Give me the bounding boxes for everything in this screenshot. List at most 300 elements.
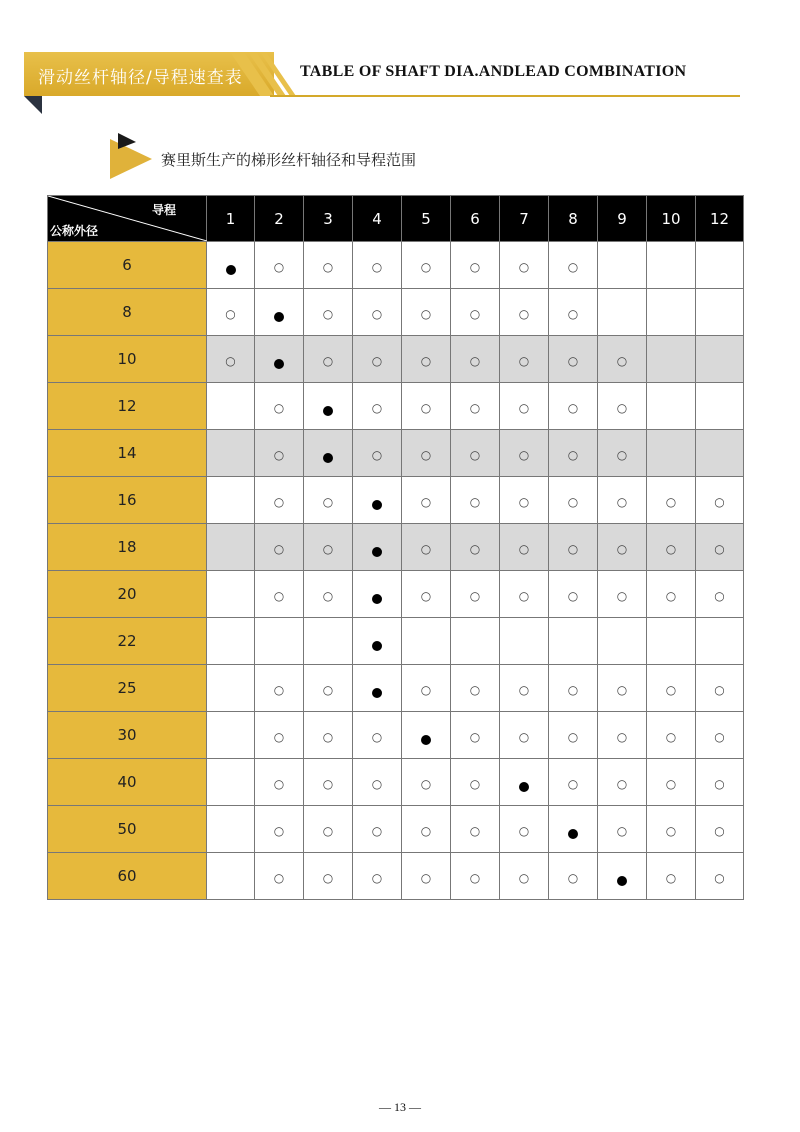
available-mark: ○ [567, 776, 579, 791]
available-mark: ○ [616, 541, 628, 556]
available-mark: ○ [518, 870, 530, 885]
combination-cell [353, 853, 402, 900]
combination-cell [304, 806, 353, 853]
lead-header-3: 3 [304, 196, 353, 242]
lead-header-12: 12 [696, 196, 744, 242]
diameter-cell: 18 [48, 524, 207, 571]
combination-cell [304, 477, 353, 524]
standard-mark [372, 688, 382, 698]
lead-header-1: 1 [207, 196, 255, 242]
table-row [48, 242, 744, 289]
combination-cell [353, 430, 402, 477]
available-mark: ○ [420, 870, 432, 885]
available-mark: ○ [371, 259, 383, 274]
combination-cell [451, 336, 500, 383]
combination-cell [451, 524, 500, 571]
combination-cell [696, 524, 744, 571]
combination-cell [549, 477, 598, 524]
combination-cell [207, 383, 255, 430]
combination-cell [598, 477, 647, 524]
combination-cell [304, 712, 353, 759]
combination-cell [402, 853, 451, 900]
combination-cell [207, 336, 255, 383]
combination-cell [451, 477, 500, 524]
available-mark: ○ [567, 400, 579, 415]
available-mark: ○ [518, 353, 530, 368]
available-mark: ○ [273, 729, 285, 744]
combination-cell [353, 242, 402, 289]
combination-cell [402, 712, 451, 759]
available-mark: ○ [322, 870, 334, 885]
diameter-cell: 10 [48, 336, 207, 383]
combination-cell [549, 430, 598, 477]
combination-cell [549, 806, 598, 853]
combination-cell [647, 242, 696, 289]
table-row [48, 383, 744, 430]
combination-cell [402, 759, 451, 806]
available-mark: ○ [273, 776, 285, 791]
available-mark: ○ [420, 682, 432, 697]
combination-cell [402, 618, 451, 665]
combination-cell [500, 665, 549, 712]
available-mark: ○ [665, 776, 677, 791]
combination-cell [402, 806, 451, 853]
combination-cell [304, 759, 353, 806]
combination-cell [207, 430, 255, 477]
combination-cell [696, 665, 744, 712]
lead-header-5: 5 [402, 196, 451, 242]
combination-cell [451, 759, 500, 806]
available-mark: ○ [371, 823, 383, 838]
standard-mark [421, 735, 431, 745]
table-row [48, 336, 744, 383]
lead-header-7: 7 [500, 196, 549, 242]
combination-cell [207, 806, 255, 853]
combination-cell [451, 571, 500, 618]
combination-cell [255, 665, 304, 712]
combination-cell [500, 289, 549, 336]
combination-cell [647, 289, 696, 336]
combination-cell [255, 712, 304, 759]
combination-cell [451, 383, 500, 430]
combination-cell [549, 759, 598, 806]
combination-cell [207, 289, 255, 336]
available-mark: ○ [616, 729, 628, 744]
available-mark: ○ [665, 588, 677, 603]
available-mark: ○ [420, 588, 432, 603]
available-mark: ○ [273, 541, 285, 556]
diameter-cell: 6 [48, 242, 207, 289]
available-mark: ○ [371, 306, 383, 321]
combination-cell [500, 242, 549, 289]
table-corner-cell [48, 196, 207, 242]
diameter-cell: 40 [48, 759, 207, 806]
available-mark: ○ [518, 400, 530, 415]
available-mark: ○ [518, 682, 530, 697]
combination-cell [647, 853, 696, 900]
available-mark: ○ [322, 588, 334, 603]
table-row [48, 665, 744, 712]
table-body [48, 242, 744, 900]
standard-mark [372, 547, 382, 557]
available-mark: ○ [567, 588, 579, 603]
standard-mark [274, 359, 284, 369]
available-mark: ○ [420, 823, 432, 838]
available-mark: ○ [665, 729, 677, 744]
combination-cell [402, 571, 451, 618]
available-mark: ○ [469, 400, 481, 415]
section-arrow-icon [108, 133, 154, 183]
combination-cell [402, 289, 451, 336]
combination-cell [500, 853, 549, 900]
table-row [48, 853, 744, 900]
combination-cell [207, 242, 255, 289]
combination-cell [647, 759, 696, 806]
combination-cell [353, 806, 402, 853]
diameter-cell: 8 [48, 289, 207, 336]
combination-cell [696, 336, 744, 383]
combination-cell [402, 383, 451, 430]
available-mark: ○ [469, 353, 481, 368]
available-mark: ○ [665, 541, 677, 556]
combination-cell [549, 336, 598, 383]
combination-cell [207, 759, 255, 806]
lead-header-9: 9 [598, 196, 647, 242]
available-mark: ○ [420, 400, 432, 415]
table-row [48, 477, 744, 524]
available-mark: ○ [273, 494, 285, 509]
standard-mark [323, 406, 333, 416]
available-mark: ○ [714, 541, 725, 556]
available-mark: ○ [322, 729, 334, 744]
combination-cell [451, 712, 500, 759]
available-mark: ○ [420, 776, 432, 791]
combination-cell [549, 383, 598, 430]
combination-cell [451, 289, 500, 336]
combination-cell [696, 759, 744, 806]
combination-cell [353, 336, 402, 383]
available-mark: ○ [665, 870, 677, 885]
available-mark: ○ [616, 447, 628, 462]
combination-cell [255, 289, 304, 336]
combination-cell [647, 336, 696, 383]
combination-cell [696, 712, 744, 759]
combination-cell [255, 806, 304, 853]
combination-cell [451, 242, 500, 289]
available-mark: ○ [322, 353, 334, 368]
combination-cell [255, 336, 304, 383]
combination-cell [598, 289, 647, 336]
combination-cell [598, 665, 647, 712]
available-mark: ○ [665, 823, 677, 838]
available-mark: ○ [567, 447, 579, 462]
available-mark: ○ [714, 823, 725, 838]
available-mark: ○ [371, 400, 383, 415]
combination-cell [647, 618, 696, 665]
available-mark: ○ [714, 494, 725, 509]
available-mark: ○ [273, 588, 285, 603]
combination-cell [451, 806, 500, 853]
available-mark: ○ [616, 494, 628, 509]
combination-cell [647, 571, 696, 618]
combination-cell [353, 759, 402, 806]
available-mark: ○ [567, 306, 579, 321]
combination-cell [549, 242, 598, 289]
section-title: 赛里斯生产的梯形丝杆轴径和导程范围 [161, 151, 417, 169]
available-mark: ○ [225, 353, 236, 368]
combination-cell [696, 853, 744, 900]
page-number: — 13 — [379, 1100, 421, 1114]
combination-cell [598, 853, 647, 900]
available-mark: ○ [420, 259, 432, 274]
combination-cell [549, 712, 598, 759]
available-mark: ○ [420, 306, 432, 321]
combination-cell [696, 618, 744, 665]
table-header-row [48, 196, 744, 242]
standard-mark [372, 594, 382, 604]
combination-cell [402, 665, 451, 712]
available-mark: ○ [420, 353, 432, 368]
available-mark: ○ [420, 494, 432, 509]
available-mark: ○ [714, 682, 725, 697]
combination-cell [696, 571, 744, 618]
combination-cell [647, 430, 696, 477]
available-mark: ○ [273, 870, 285, 885]
available-mark: ○ [616, 823, 628, 838]
lead-header-8: 8 [549, 196, 598, 242]
available-mark: ○ [469, 729, 481, 744]
table-row [48, 430, 744, 477]
combination-cell [696, 289, 744, 336]
combination-cell [255, 242, 304, 289]
combination-cell [500, 336, 549, 383]
available-mark: ○ [371, 870, 383, 885]
available-mark: ○ [420, 541, 432, 556]
combination-cell [304, 336, 353, 383]
available-mark: ○ [616, 588, 628, 603]
combination-cell [549, 665, 598, 712]
combination-cell [696, 806, 744, 853]
combination-cell [500, 383, 549, 430]
combination-cell [500, 759, 549, 806]
combination-cell [598, 806, 647, 853]
combination-cell [353, 712, 402, 759]
shaft-lead-table [47, 195, 744, 900]
combination-cell [353, 383, 402, 430]
combination-cell [304, 665, 353, 712]
header-corner-triangle [24, 96, 42, 114]
available-mark: ○ [469, 494, 481, 509]
combination-cell [647, 477, 696, 524]
available-mark: ○ [714, 870, 725, 885]
combination-cell [696, 430, 744, 477]
combination-cell [304, 289, 353, 336]
available-mark: ○ [469, 541, 481, 556]
combination-cell [402, 336, 451, 383]
available-mark: ○ [567, 682, 579, 697]
combination-cell [598, 336, 647, 383]
lead-header-2: 2 [255, 196, 304, 242]
combination-cell [207, 665, 255, 712]
standard-mark [519, 782, 529, 792]
available-mark: ○ [273, 259, 285, 274]
standard-mark [323, 453, 333, 463]
combination-cell [304, 430, 353, 477]
combination-cell [500, 712, 549, 759]
header-underline [270, 95, 740, 97]
combination-cell [402, 524, 451, 571]
combination-cell [647, 524, 696, 571]
combination-cell [598, 571, 647, 618]
diameter-axis-label: 公称外径 [50, 224, 99, 238]
available-mark: ○ [371, 353, 383, 368]
combination-cell [451, 430, 500, 477]
combination-cell [353, 524, 402, 571]
combination-cell [696, 242, 744, 289]
combination-cell [207, 524, 255, 571]
diameter-cell: 60 [48, 853, 207, 900]
diameter-cell: 22 [48, 618, 207, 665]
combination-cell [598, 430, 647, 477]
combination-cell [255, 759, 304, 806]
combination-cell [500, 806, 549, 853]
available-mark: ○ [616, 400, 628, 415]
standard-mark [274, 312, 284, 322]
available-mark: ○ [714, 729, 725, 744]
combination-cell [598, 242, 647, 289]
combination-cell [304, 571, 353, 618]
combination-cell [696, 383, 744, 430]
combination-cell [647, 712, 696, 759]
standard-mark [226, 265, 236, 275]
combination-cell [255, 383, 304, 430]
available-mark: ○ [371, 729, 383, 744]
standard-mark [372, 641, 382, 651]
combination-cell [304, 853, 353, 900]
combination-cell [598, 712, 647, 759]
diameter-cell: 14 [48, 430, 207, 477]
combination-cell [549, 289, 598, 336]
table-row [48, 759, 744, 806]
combination-cell [207, 712, 255, 759]
available-mark: ○ [322, 306, 334, 321]
available-mark: ○ [518, 259, 530, 274]
available-mark: ○ [273, 400, 285, 415]
available-mark: ○ [567, 259, 579, 274]
combination-cell [207, 618, 255, 665]
header-stripes-decoration [230, 52, 300, 98]
combination-cell [353, 618, 402, 665]
combination-cell [549, 571, 598, 618]
table-row [48, 618, 744, 665]
combination-cell [304, 383, 353, 430]
available-mark: ○ [469, 870, 481, 885]
available-mark: ○ [567, 870, 579, 885]
available-mark: ○ [469, 776, 481, 791]
available-mark: ○ [225, 306, 236, 321]
combination-cell [402, 242, 451, 289]
diameter-cell: 20 [48, 571, 207, 618]
available-mark: ○ [518, 729, 530, 744]
available-mark: ○ [567, 541, 579, 556]
table-row [48, 524, 744, 571]
diameter-cell: 25 [48, 665, 207, 712]
combination-cell [255, 618, 304, 665]
table-row [48, 571, 744, 618]
available-mark: ○ [322, 823, 334, 838]
header-en-title: TABLE OF SHAFT DIA.ANDLEAD COMBINATION [300, 63, 687, 80]
standard-mark [568, 829, 578, 839]
combination-cell [500, 524, 549, 571]
combination-cell [255, 571, 304, 618]
header-cn-title: 滑动丝杆轴径/导程速查表 [38, 68, 243, 88]
combination-cell [598, 759, 647, 806]
available-mark: ○ [469, 823, 481, 838]
combination-cell [598, 618, 647, 665]
available-mark: ○ [469, 306, 481, 321]
lead-header-6: 6 [451, 196, 500, 242]
available-mark: ○ [322, 682, 334, 697]
available-mark: ○ [616, 353, 628, 368]
combination-cell [598, 524, 647, 571]
combination-cell [353, 289, 402, 336]
lead-header-4: 4 [353, 196, 402, 242]
combination-cell [500, 477, 549, 524]
available-mark: ○ [567, 494, 579, 509]
available-mark: ○ [371, 776, 383, 791]
combination-cell [451, 665, 500, 712]
table-row [48, 806, 744, 853]
combination-cell [304, 618, 353, 665]
available-mark: ○ [714, 588, 725, 603]
combination-cell [500, 430, 549, 477]
available-mark: ○ [518, 823, 530, 838]
available-mark: ○ [273, 447, 285, 462]
lead-header-10: 10 [647, 196, 696, 242]
available-mark: ○ [469, 447, 481, 462]
available-mark: ○ [420, 447, 432, 462]
available-mark: ○ [518, 494, 530, 509]
combination-cell [207, 853, 255, 900]
combination-cell [402, 477, 451, 524]
available-mark: ○ [322, 494, 334, 509]
available-mark: ○ [273, 823, 285, 838]
available-mark: ○ [567, 353, 579, 368]
available-mark: ○ [518, 588, 530, 603]
available-mark: ○ [567, 729, 579, 744]
standard-mark [372, 500, 382, 510]
available-mark: ○ [469, 682, 481, 697]
available-mark: ○ [322, 541, 334, 556]
combination-cell [451, 618, 500, 665]
diameter-cell: 30 [48, 712, 207, 759]
combination-cell [255, 524, 304, 571]
available-mark: ○ [616, 776, 628, 791]
table-row [48, 289, 744, 336]
combination-cell [353, 665, 402, 712]
diameter-cell: 16 [48, 477, 207, 524]
combination-cell [647, 806, 696, 853]
available-mark: ○ [518, 306, 530, 321]
combination-cell [500, 618, 549, 665]
available-mark: ○ [322, 776, 334, 791]
combination-cell [549, 524, 598, 571]
combination-cell [647, 665, 696, 712]
available-mark: ○ [518, 541, 530, 556]
combination-cell [353, 571, 402, 618]
available-mark: ○ [273, 682, 285, 697]
available-mark: ○ [469, 588, 481, 603]
